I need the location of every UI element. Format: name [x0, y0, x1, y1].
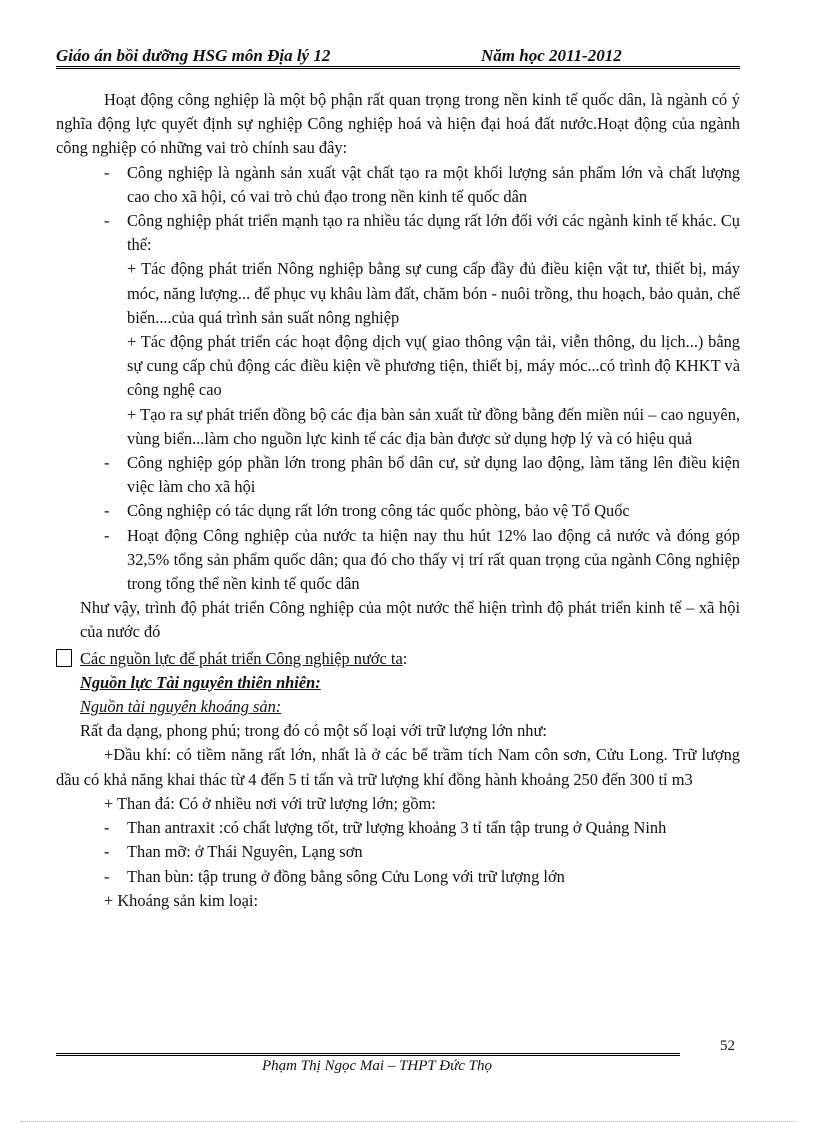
list-item [56, 840, 740, 864]
sub-item-agriculture: + Tác động phát triển Nông nghiệp bằng sự cung cấp đầy đủ điều kiện vật tư, thiết bị, máy móc, năng lượng... để phục vụ khâu làm đất, chăm bón - nuôi trồng, thu hoạch, bảo quản, chế biến....của quá trình sản suất nông nghiệp [127, 259, 740, 327]
list-item [56, 865, 740, 889]
dash-bullet: - [104, 842, 110, 862]
dash-bullet: - [104, 453, 110, 473]
minerals-lead: Rất đa dạng, phong phú; trong đó có một số loại với trữ lượng lớn như: [80, 721, 547, 741]
metal-minerals-heading: + Khoáng sản kim loại: [104, 890, 259, 910]
subheading-minerals [56, 695, 740, 719]
document-body [56, 88, 740, 913]
coal-types-list [56, 816, 740, 889]
list-item [56, 499, 740, 523]
footer-rule [56, 1053, 680, 1056]
roles-list-continued [56, 451, 740, 596]
list-item-text: Công nghiệp có tác dụng rất lớn trong công tác quốc phòng, bảo vệ Tổ Quốc [127, 501, 630, 521]
list-item [56, 161, 740, 209]
page-header [56, 44, 740, 66]
subheading-text: Nguồn lực Tài nguyên thiên nhiên: [80, 672, 321, 692]
header-title: Giáo án bồi dưỡng HSG môn Địa lý 12 [56, 46, 331, 65]
section-title-colon: : [402, 648, 408, 668]
dash-bullet: - [104, 162, 110, 182]
roles-list [56, 161, 740, 258]
intro-paragraph: Hoạt động công nghiệp là một bộ phận rất quan trọng trong nền kinh tế quốc dân, là ngành có ý nghĩa động lực quyết định sự nghiệp Công nghiệp hoá và hiện đại hoá đất nước.Hoạt động của ngành công nghiệp có những vai trò chính sau đây: [56, 90, 740, 158]
sub-item-services: + Tác động phát triển các hoạt động dịch vụ( giao thông vận tải, viễn thông, du lịch...) bằng sự cung cấp chủ động các điều kiện về phương tiện, thiết bị, máy móc...có trình độ KHKT và công nghệ cao [127, 332, 740, 400]
dash-bullet: - [104, 211, 110, 231]
conclusion-paragraph: Như vậy, trình độ phát triển Công nghiệp của một nước thể hiện trình độ phát triển kinh tế – xã hội của nước đó [80, 598, 740, 642]
oil-gas-paragraph: +Dầu khí: có tiềm năng rất lớn, nhất là ở các bể trầm tích Nam côn sơn, Cửu Long. Trữ lượng dầu có khả năng khai thác từ 4 đến 5 tỉ tấn và trữ lượng khí đồng hành khoảng 250 đến 300 tỉ m3 [56, 745, 740, 789]
subheading-text: Nguồn tài nguyên khoáng sản: [80, 697, 282, 717]
list-item-text: Than mỡ: ở Thái Nguyên, Lạng sơn [127, 842, 363, 862]
list-item-text: Than bùn: tập trung ở đồng bằng sông Cửu Long với trữ lượng lớn [127, 866, 565, 886]
dash-bullet: - [104, 866, 110, 886]
footer-author: Phạm Thị Ngọc Mai – THPT Đức Thọ [262, 1058, 493, 1074]
header-school-year: Năm học 2011-2012 [481, 46, 622, 65]
dash-bullet: - [104, 525, 110, 545]
dash-bullet: - [104, 501, 110, 521]
header-rule [56, 66, 740, 69]
page-number: 52 [720, 1038, 735, 1054]
dash-bullet: - [104, 818, 110, 838]
list-item-text: Hoạt động Công nghiệp của nước ta hiện nay thu hút 12% lao động cả nước và đóng góp 32,5% tổng sản phẩm quốc dân; qua đó cho thấy vị trí rất quan trọng của ngành Công nghiệp trong tổng thể nền kinh tế quốc dân [127, 525, 740, 594]
page-bottom-border [20, 1121, 796, 1122]
section-heading [56, 647, 740, 671]
list-item-text: Than antraxit :có chất lượng tốt, trữ lượng khoảng 3 tỉ tấn tập trung ở Quảng Ninh [127, 818, 667, 838]
list-item-text: Công nghiệp phát triển mạnh tạo ra nhiều tác dụng rất lớn đối với các ngành kinh tế khác. Cụ thể: [127, 211, 740, 255]
subheading-natural-resources [56, 671, 740, 695]
coal-paragraph: + Than đá: Có ở nhiều nơi với trữ lượng lớn; gồm: [104, 793, 436, 813]
checkbox-icon [56, 649, 72, 667]
list-item [56, 816, 740, 840]
list-item [56, 451, 740, 499]
list-item-text: Công nghiệp góp phần lớn trong phân bố dân cư, sử dụng lao động, làm tăng lên điều kiện việc làm cho xã hội [127, 453, 740, 497]
section-title: Các nguồn lực để phát triển Công nghiệp nước ta [80, 648, 403, 668]
list-item [56, 209, 740, 257]
sub-item-regions: + Tạo ra sự phát triển đồng bộ các địa bàn sản xuất từ đồng bằng đến miền núi – cao nguyên, vùng biển...làm cho nguồn lực kinh tế các địa bàn được sử dụng hợp lý và có hiệu quả [127, 404, 740, 448]
list-item [56, 524, 740, 597]
list-item-text: Công nghiệp là ngành sản xuất vật chất tạo ra một khối lượng sản phẩm lớn và chất lượng cao cho xã hội, có vai trò chủ đạo trong nền kinh tế quốc dân [127, 162, 740, 206]
